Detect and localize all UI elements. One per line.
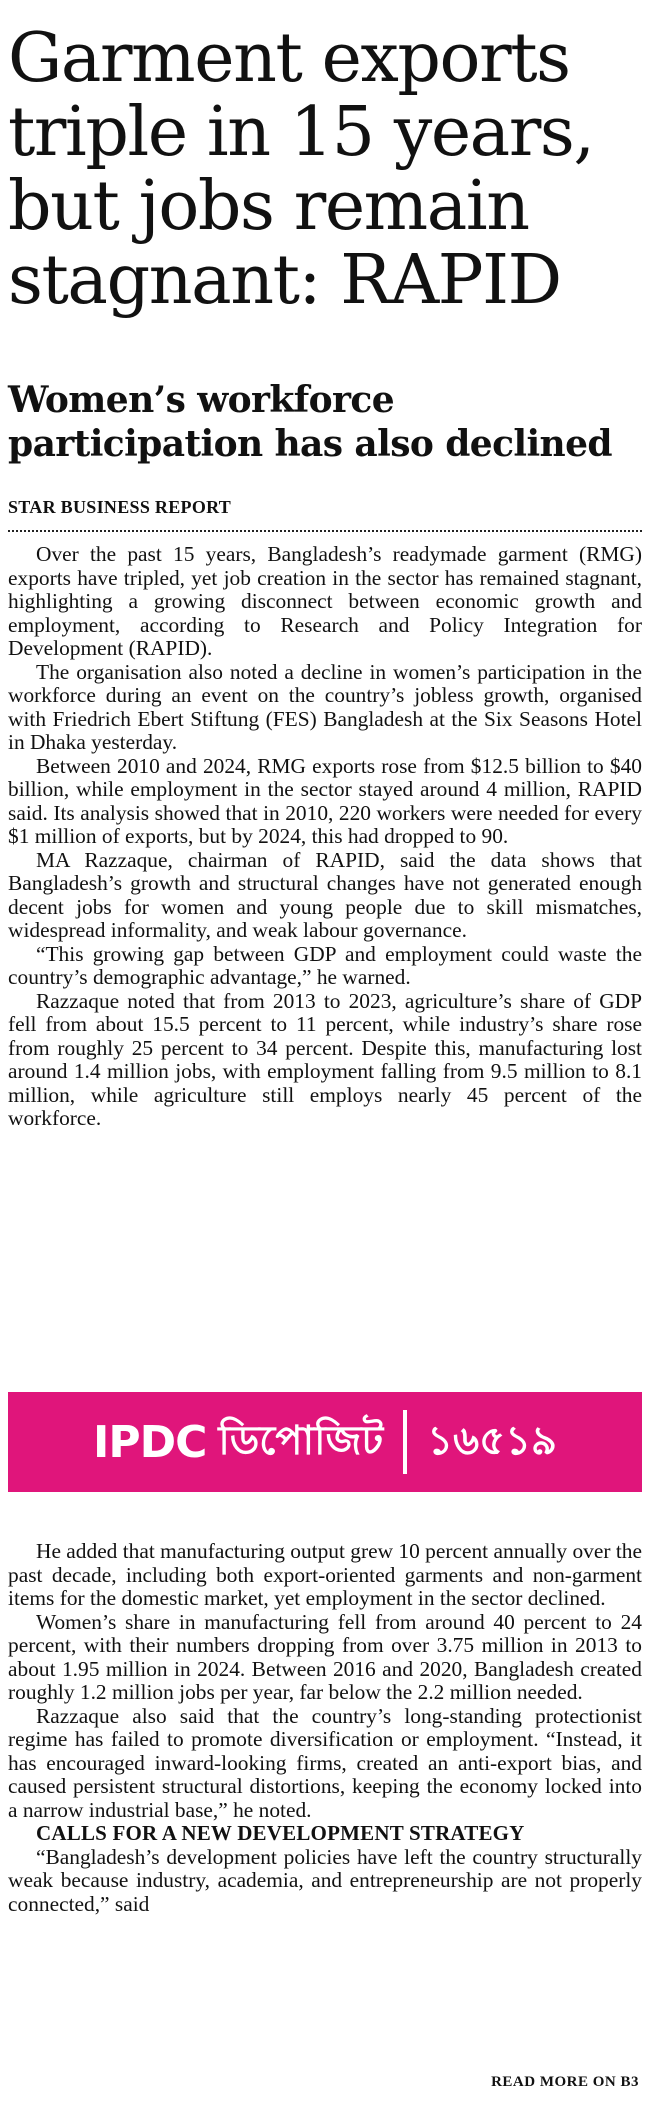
read-more-link[interactable]: READ MORE ON B3	[491, 2074, 639, 2090]
paragraph: MA Razzaque, chairman of RAPID, said the data shows that Bangladesh’s growth and structural changes have not generated enough decent jobs for women and young people due to skill mismatches, widespread informality, and weak labour governance.	[8, 847, 642, 942]
headline: Garment exports triple in 15 years, but jobs remain stagnant: RAPID	[8, 19, 594, 320]
paragraph: The organisation also noted a decline in women’s participation in the workforce during an event on the country’s jobless growth, organised with Friedrich Ebert Stiftung (FES) Bangladesh at the Six Seasons Hotel in Dhaka yesterday.	[8, 659, 642, 754]
ipdc-deposit-ad[interactable]	[8, 1392, 642, 1492]
ad-brand-logo: IPDC	[92, 1416, 207, 1468]
paragraph: “This growing gap between GDP and employment could waste the country’s demographic advantage,” he warned.	[8, 941, 642, 989]
paragraph: Women’s share in manufacturing fell from around 40 percent to 24 percent, with their numbers dropping from over 3.75 million in 2013 to about 1.95 million in 2024. Between 2016 and 2020, Bangladesh created roughly 1.2 million jobs per year, far below the 2.2 million needed.	[8, 1609, 642, 1704]
paragraph: Razzaque also said that the country’s long-standing protectionist regime has failed to promote diversification or employment. “Instead, it has encouraged inward-looking firms, created an anti-export bias, and caused persistent structural distortions, keeping the economy locked into a narrow industrial base,” he noted.	[8, 1703, 642, 1822]
byline: STAR BUSINESS REPORT	[8, 497, 232, 517]
paragraph: “Bangladesh’s development policies have left the country structurally weak because industry, academia, and entrepreneurship are not properly connected,” said	[8, 1844, 642, 1916]
byline-divider	[8, 530, 642, 532]
section-heading: CALLS FOR A NEW DEVELOPMENT STRATEGY	[36, 1821, 525, 1845]
article-body-top	[8, 543, 642, 1131]
paragraph: Razzaque noted that from 2013 to 2023, agriculture’s share of GDP fell from about 15.5 percent to 11 percent, while industry’s share rose from roughly 25 percent to 34 percent. Despite this, manufacturing lost around 1.4 million jobs, with employment falling from 9.5 million to 8.1 million, while agriculture still employs nearly 45 percent of the workforce.	[8, 988, 642, 1130]
paragraph: Over the past 15 years, Bangladesh’s readymade garment (RMG) exports have tripled, yet job creation in the sector has remained stagnant, highlighting a growing disconnect between economic growth and employment, according to Research and Policy Integration for Development (RAPID).	[8, 542, 642, 660]
paragraph: He added that manufacturing output grew 10 percent annually over the past decade, including both export-oriented garments and non-garment items for the domestic market, yet employment in the sector declined.	[8, 1539, 642, 1610]
article-body-bottom	[8, 1540, 642, 1916]
ad-hotline-number: ১৬৫১৯	[427, 1417, 557, 1464]
ad-separator	[403, 1410, 407, 1474]
subheadline: Women’s workforce participation has also declined	[8, 379, 612, 465]
paragraph: Between 2010 and 2024, RMG exports rose from $12.5 billion to $40 billion, while employment in the sector stayed around 4 million, RAPID said. Its analysis showed that in 2010, 220 workers were needed for every $1 million of exports, but by 2024, this had dropped to 90.	[8, 753, 642, 848]
ad-product-name: ডিপোজিট	[218, 1417, 384, 1464]
